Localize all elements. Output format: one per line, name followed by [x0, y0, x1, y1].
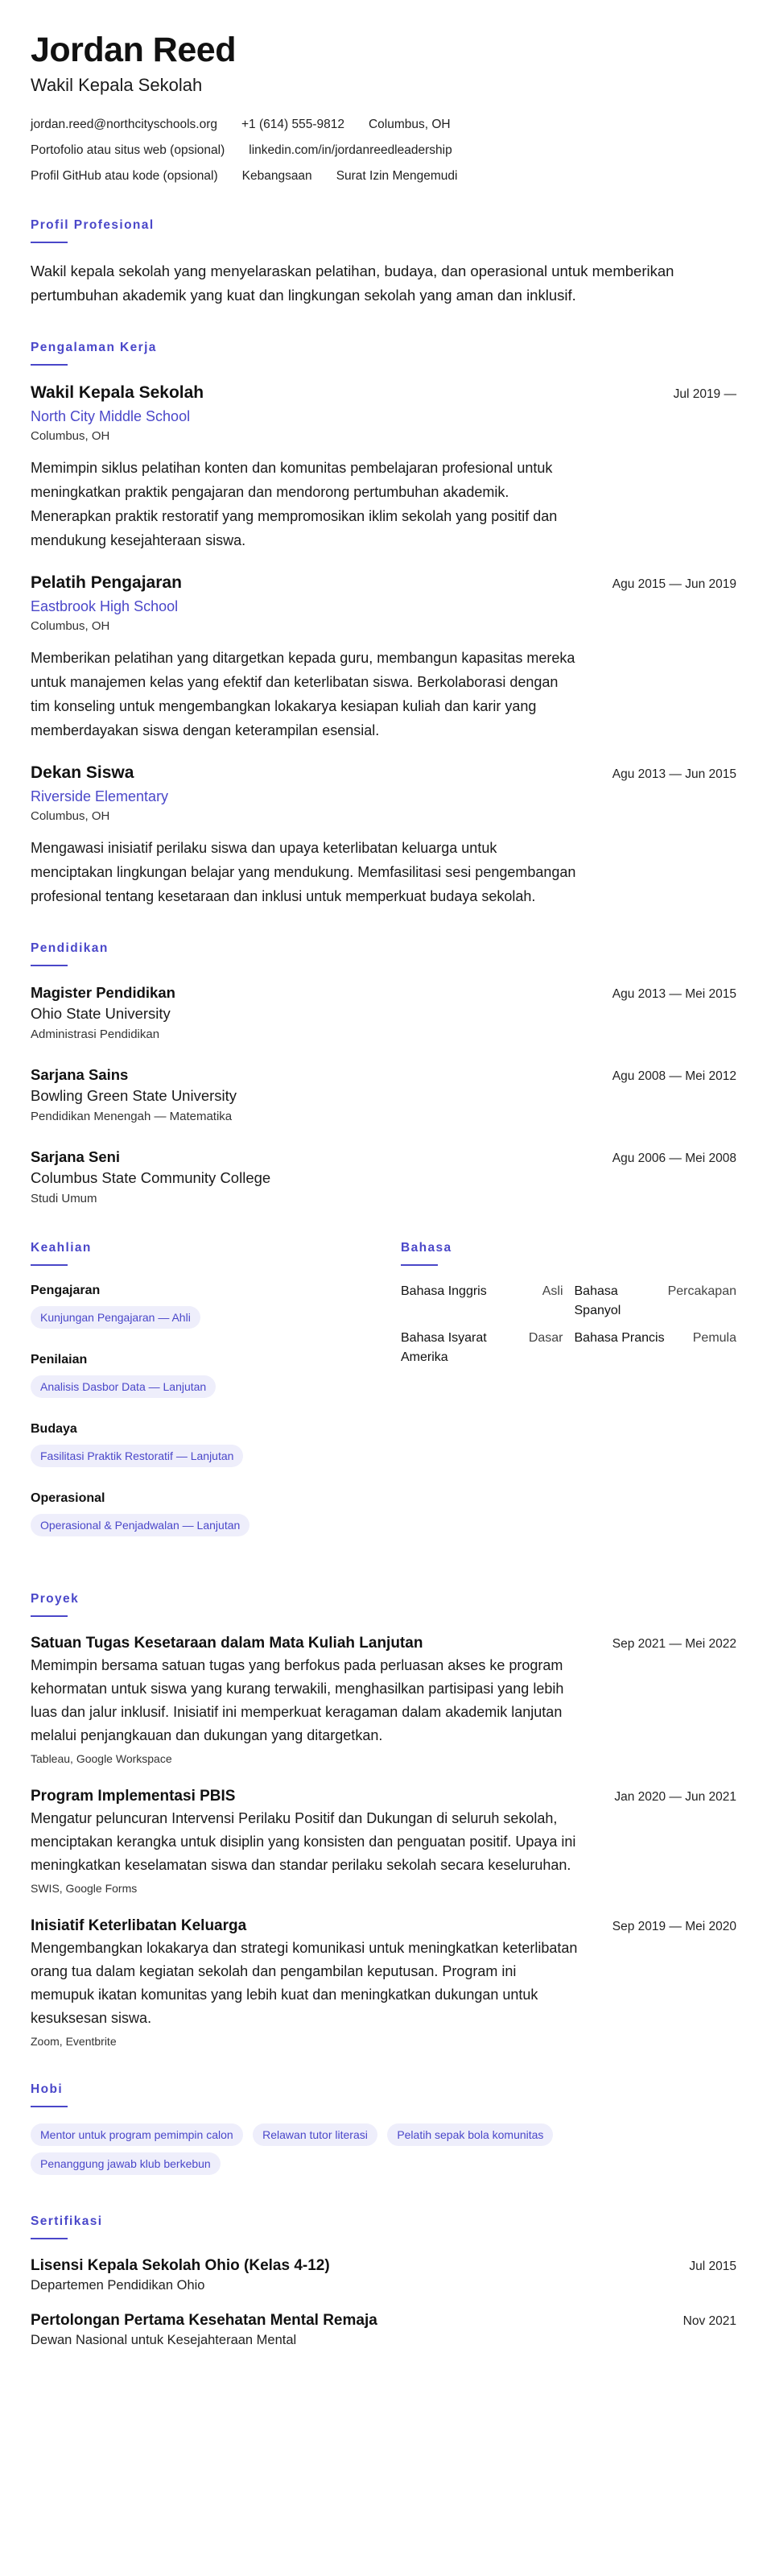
certification-issuer: Departemen Pendidikan Ohio: [31, 2278, 205, 2293]
education-entry: [31, 1065, 736, 1126]
project-title: Inisiatif Keterlibatan Keluarga: [31, 1917, 247, 1934]
section-heading: Profil Profesional: [31, 218, 155, 232]
degree-name: Sarjana Sains: [31, 1066, 129, 1083]
hobbies-list: [31, 2123, 658, 2181]
portfolio-link[interactable]: Portofolio atau situs web (opsional): [31, 143, 225, 157]
experience-section: [31, 340, 736, 908]
job-entry: [31, 572, 736, 742]
section-divider: [401, 1264, 438, 1266]
skill-group: [31, 1420, 401, 1474]
section-heading: Pengalaman Kerja: [31, 341, 157, 354]
language-level: Asli: [542, 1284, 563, 1298]
contact-row: [31, 167, 736, 185]
certification-name: Pertolongan Pertama Kesehatan Mental Remaja: [31, 2312, 377, 2329]
language-level: Percakapan: [667, 1284, 736, 1298]
candidate-title: Wakil Kepala Sekolah: [31, 75, 203, 95]
skill-tag: Fasilitasi Praktik Restoratif — Lanjutan: [31, 1445, 243, 1467]
project-tools: Zoom, Eventbrite: [31, 2035, 117, 2048]
school-name: Ohio State University: [31, 1005, 171, 1022]
project-entry: [31, 1786, 736, 1896]
project-entry: [31, 1916, 736, 2049]
degree-name: Sarjana Seni: [31, 1148, 121, 1165]
language-item: [575, 1282, 737, 1321]
project-entry: [31, 1633, 736, 1767]
certification-date: Nov 2021: [682, 2314, 736, 2328]
hobby-tag: Penanggung jawab klub berkebun: [31, 2152, 221, 2175]
section-heading: Keahlian: [31, 1241, 92, 1255]
location: Columbus, OH: [368, 118, 451, 131]
education-dates: Agu 2013 — Mei 2015: [612, 987, 736, 1001]
certification-entry: [31, 2256, 736, 2294]
candidate-name: Jordan Reed: [31, 31, 236, 69]
certification-name: Lisensi Kepala Sekolah Ohio (Kelas 4-12): [31, 2257, 330, 2274]
section-heading: Hobi: [31, 2082, 64, 2096]
languages-list: [401, 1282, 736, 1367]
education-entry: [31, 982, 736, 1044]
job-dates: Agu 2015 — Jun 2019: [612, 577, 736, 591]
projects-section: [31, 1591, 736, 2049]
company-name: Eastbrook High School: [31, 598, 179, 614]
skill-category: Penilaian: [31, 1353, 88, 1367]
certification-entry: [31, 2310, 736, 2349]
job-title: Dekan Siswa: [31, 763, 134, 782]
job-dates: Agu 2013 — Jun 2015: [612, 767, 736, 781]
job-title: Pelatih Pengajaran: [31, 573, 182, 592]
project-title: Program Implementasi PBIS: [31, 1788, 236, 1805]
project-dates: Sep 2019 — Mei 2020: [612, 1920, 736, 1933]
hobby-tag: Pelatih sepak bola komunitas: [387, 2123, 553, 2146]
job-description: Memberikan pelatihan yang ditargetkan kepada guru, membangun kapasitas mereka untuk manajemen kelas yang efektif dan keterlibatan siswa. Berkolaborasi dengan tim konseling untuk mengembangkan lokakarya kesiapan kuliah dan karir yang memberdayakan siswa dengan keterampilan esensial.: [31, 650, 575, 738]
project-description: Mengembangkan lokakarya dan strategi komunikasi untuk meningkatkan keterlibatan orang tua dalam kegiatan sekolah dan pengambilan keputusan. Program ini memupuk ikatan komunitas yang lebih kuat dan meningkatkan dukungan untuk kesuksesan siswa.: [31, 1940, 578, 2026]
company-name: North City Middle School: [31, 408, 191, 424]
field-of-study: Studi Umum: [31, 1192, 97, 1205]
github-link[interactable]: Profil GitHub atau kode (opsional): [31, 169, 218, 183]
certification-date: Jul 2015: [689, 2260, 736, 2273]
project-title: Satuan Tugas Kesetaraan dalam Mata Kuliah Lanjutan: [31, 1635, 423, 1652]
language-item: [401, 1329, 563, 1367]
job-entry: [31, 762, 736, 908]
driving-license: Surat Izin Mengemudi: [336, 169, 458, 183]
skill-group: [31, 1351, 401, 1404]
education-entry: [31, 1147, 736, 1208]
phone-number[interactable]: +1 (614) 555-9812: [241, 118, 344, 131]
skill-category: Operasional: [31, 1491, 105, 1505]
hobby-tag: Mentor untuk program pemimpin calon: [31, 2123, 243, 2146]
skill-group: [31, 1490, 401, 1543]
job-entry: [31, 382, 736, 552]
language-name: Bahasa Spanyol: [574, 1284, 621, 1317]
hobbies-section: [31, 2082, 736, 2181]
contact-info: [31, 116, 736, 185]
skill-tag: Operasional & Penjadwalan — Lanjutan: [31, 1514, 249, 1536]
certification-issuer: Dewan Nasional untuk Kesejahteraan Mental: [31, 2333, 297, 2347]
job-dates: Jul 2019 —: [673, 387, 736, 401]
job-location: Columbus, OH: [31, 619, 110, 633]
languages-section: [401, 1240, 736, 1559]
language-level: Dasar: [528, 1331, 563, 1345]
section-divider: [31, 1615, 68, 1617]
hobby-tag: Relawan tutor literasi: [253, 2123, 377, 2146]
job-title: Wakil Kepala Sekolah: [31, 383, 204, 402]
certifications-section: [31, 2214, 736, 2349]
section-heading: Proyek: [31, 1592, 80, 1606]
job-description: Mengawasi inisiatif perilaku siswa dan upaya keterlibatan keluarga untuk menciptakan lingkungan belajar yang mendukung. Memfasilitasi sesi pengembangan profesional tentang kesetaraan dan inklusi untuk memperkuat budaya sekolah.: [31, 840, 576, 904]
email-link[interactable]: jordan.reed@northcityschools.org: [31, 118, 217, 131]
skill-category: Budaya: [31, 1422, 77, 1436]
degree-name: Magister Pendidikan: [31, 984, 175, 1001]
job-location: Columbus, OH: [31, 809, 110, 823]
contact-row: [31, 142, 736, 159]
education-section: [31, 941, 736, 1208]
education-dates: Agu 2008 — Mei 2012: [612, 1069, 736, 1083]
project-description: Mengatur peluncuran Intervensi Perilaku Positif dan Dukungan di seluruh sekolah, menciptakan kerangka untuk disiplin yang konsisten dan penguatan positif. Upaya ini meningkatkan keselamatan siswa dan standar perilaku sekolah secara keseluruhan.: [31, 1810, 576, 1873]
field-of-study: Administrasi Pendidikan: [31, 1028, 160, 1041]
resume-header: [31, 29, 736, 185]
education-dates: Agu 2006 — Mei 2008: [612, 1152, 736, 1165]
section-heading: Sertifikasi: [31, 2214, 103, 2228]
profile-section: [31, 217, 736, 308]
project-tools: SWIS, Google Forms: [31, 1882, 138, 1895]
linkedin-link[interactable]: linkedin.com/in/jordanreedleadership: [249, 143, 452, 157]
skill-group: [31, 1282, 401, 1335]
section-divider: [31, 2106, 68, 2107]
language-name: Bahasa Isyarat Amerika: [401, 1331, 487, 1364]
school-name: Columbus State Community College: [31, 1169, 271, 1186]
section-heading: Pendidikan: [31, 941, 109, 955]
nationality: Kebangsaan: [241, 169, 312, 183]
language-level: Pemula: [692, 1331, 736, 1345]
job-description: Memimpin siklus pelatihan konten dan komunitas pembelajaran profesional untuk meningkatkan praktik pengajaran dan mendorong pertumbuhan akademik. Menerapkan praktik restoratif yang mempromosikan iklim sekolah yang positif dan mendukung kesejahteraan siswa.: [31, 460, 558, 548]
project-tools: Tableau, Google Workspace: [31, 1752, 172, 1765]
school-name: Bowling Green State University: [31, 1087, 237, 1104]
profile-summary: Wakil kepala sekolah yang menyelaraskan pelatihan, budaya, dan operasional untuk memberikan pertumbuhan akademik yang kuat dan lingkungan sekolah yang aman dan inklusif.: [31, 263, 674, 304]
contact-row: [31, 116, 736, 134]
language-name: Bahasa Inggris: [401, 1284, 487, 1298]
section-divider: [31, 2238, 68, 2239]
section-divider: [31, 1264, 68, 1266]
skill-tag: Analisis Dasbor Data — Lanjutan: [31, 1375, 216, 1398]
company-name: Riverside Elementary: [31, 788, 169, 804]
section-heading: Bahasa: [401, 1241, 452, 1255]
section-divider: [31, 965, 68, 966]
project-description: Memimpin bersama satuan tugas yang berfokus pada perluasan akses ke program kehormatan untuk siswa yang kurang terwakili, menghasilkan partisipasi yang lebih luas dan jalur inklusif. Inisiatif ini memperkuat keragaman dalam akademik lanjutan melalui penjangkauan dan dukungan yang ditargetkan.: [31, 1657, 564, 1743]
skill-category: Pengajaran: [31, 1284, 101, 1297]
skills-languages-row: [31, 1240, 736, 1559]
section-divider: [31, 242, 68, 243]
project-dates: Sep 2021 — Mei 2022: [612, 1637, 736, 1651]
job-location: Columbus, OH: [31, 429, 110, 443]
section-divider: [31, 364, 68, 366]
project-dates: Jan 2020 — Jun 2021: [614, 1790, 736, 1804]
language-item: [575, 1329, 737, 1367]
skill-tag: Kunjungan Pengajaran — Ahli: [31, 1306, 200, 1329]
language-name: Bahasa Prancis: [574, 1331, 665, 1345]
field-of-study: Pendidikan Menengah — Matematika: [31, 1110, 233, 1123]
skills-section: [31, 1240, 401, 1559]
language-item: [401, 1282, 563, 1321]
